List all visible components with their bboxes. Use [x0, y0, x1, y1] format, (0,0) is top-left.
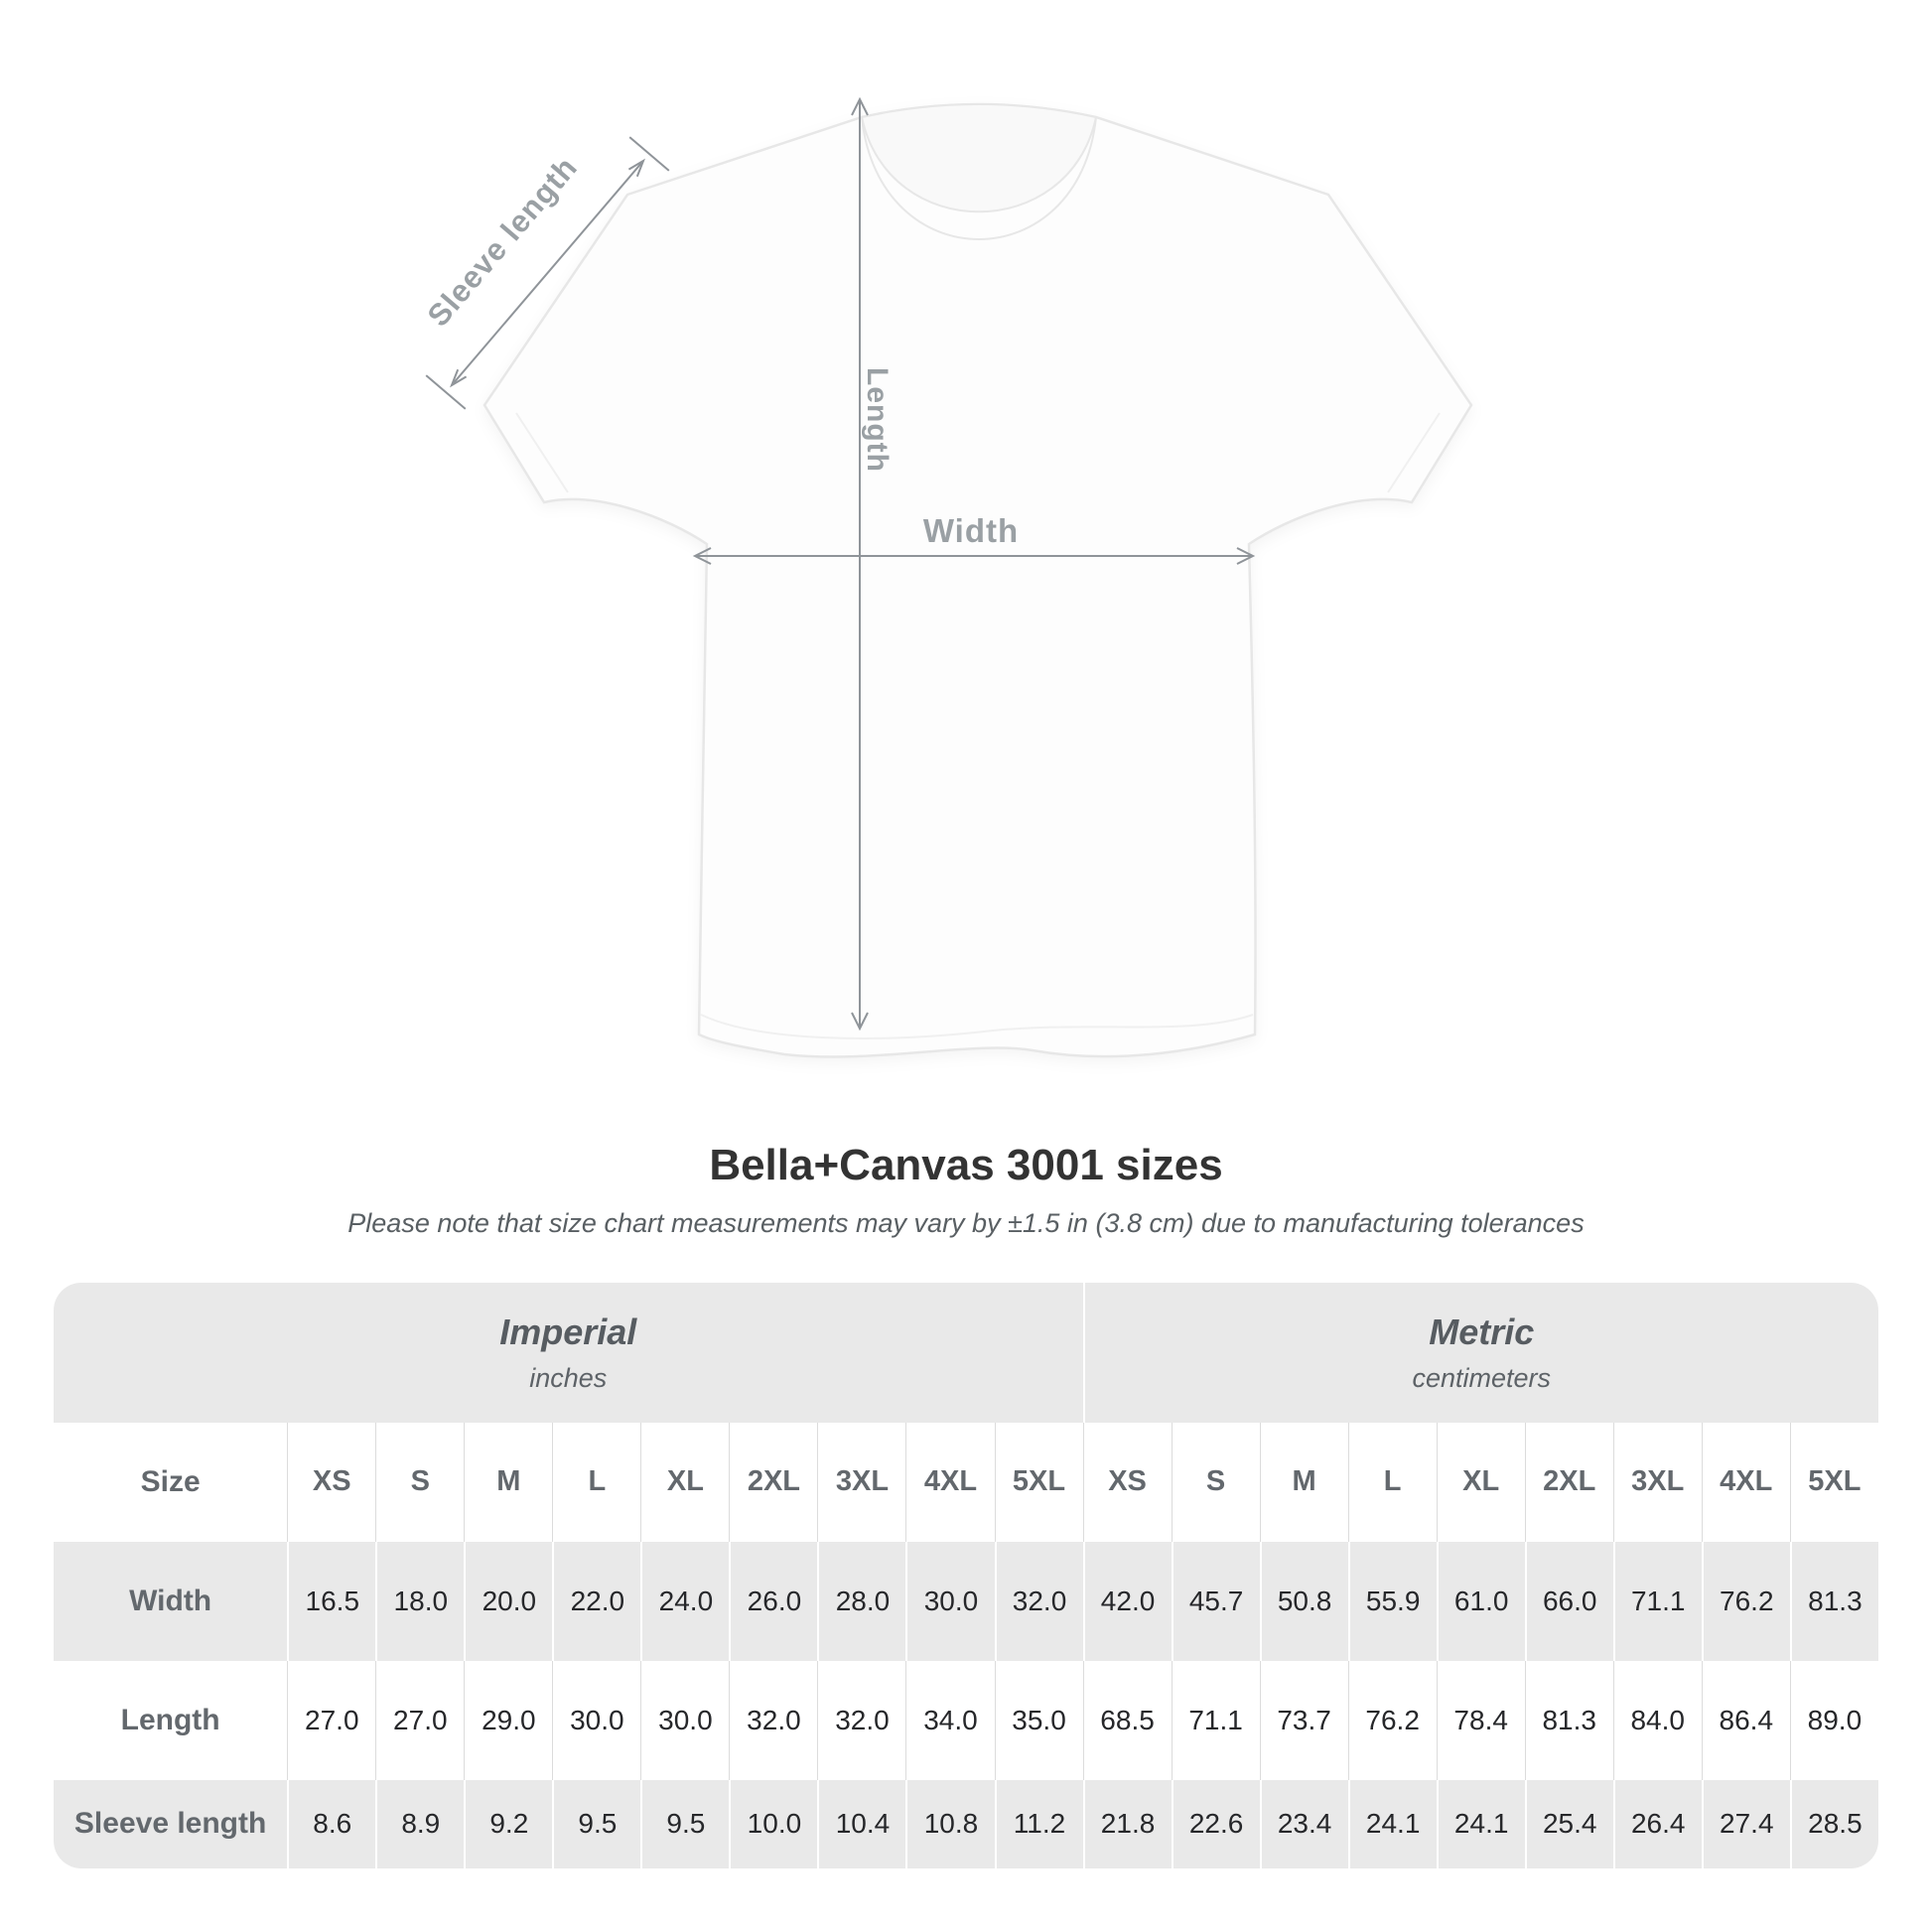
measurement-value: 34.0 [905, 1661, 994, 1780]
size-header-metric-xs: XS [1083, 1423, 1172, 1542]
measurement-value: 32.0 [817, 1661, 905, 1780]
measurement-value: 29.0 [464, 1661, 552, 1780]
measurement-value: 42.0 [1083, 1542, 1172, 1661]
row-label: Sleeve length [54, 1780, 287, 1868]
measurement-value: 25.4 [1525, 1780, 1613, 1868]
measurement-value: 8.6 [287, 1780, 375, 1868]
measurement-value: 9.5 [640, 1780, 729, 1868]
measurement-value: 9.5 [552, 1780, 640, 1868]
measurement-value: 78.4 [1437, 1661, 1525, 1780]
measurement-value: 35.0 [995, 1661, 1083, 1780]
size-header-metric-l: L [1348, 1423, 1437, 1542]
size-chart-table-container [54, 1283, 1878, 1868]
tshirt-outline [484, 104, 1471, 1056]
measurement-value: 18.0 [375, 1542, 464, 1661]
size-header-imperial-xl: XL [640, 1423, 729, 1542]
measurement-value: 8.9 [375, 1780, 464, 1868]
size-header-metric-3xl: 3XL [1613, 1423, 1702, 1542]
size-header-imperial-4xl: 4XL [905, 1423, 994, 1542]
measurement-value: 22.0 [552, 1542, 640, 1661]
tolerance-note: Please note that size chart measurements may vary by ±1.5 in (3.8 cm) due to manufacturing tolerances [347, 1207, 1585, 1238]
measurement-value: 22.6 [1172, 1780, 1260, 1868]
size-header-metric-2xl: 2XL [1525, 1423, 1613, 1542]
size-header-imperial-m: M [464, 1423, 552, 1542]
size-header-metric-4xl: 4XL [1702, 1423, 1790, 1542]
measurement-value: 71.1 [1172, 1661, 1260, 1780]
measurement-value: 84.0 [1613, 1661, 1702, 1780]
measurement-value: 21.8 [1083, 1780, 1172, 1868]
measurement-value: 81.3 [1525, 1661, 1613, 1780]
row-label: Length [54, 1661, 287, 1780]
measurement-value: 10.8 [905, 1780, 994, 1868]
size-chart-table [54, 1283, 1878, 1868]
imperial-name: Imperial [499, 1311, 637, 1352]
page-title: Bella+Canvas 3001 sizes [709, 1141, 1223, 1189]
measurement-value: 61.0 [1437, 1542, 1525, 1661]
measurement-value: 9.2 [464, 1780, 552, 1868]
size-header-imperial-3xl: 3XL [817, 1423, 905, 1542]
width-label: Width [922, 512, 1020, 549]
sleeve-length-label: Sleeve length [420, 149, 585, 334]
size-header-metric-5xl: 5XL [1790, 1423, 1878, 1542]
size-header-imperial-2xl: 2XL [729, 1423, 817, 1542]
measurement-value: 23.4 [1260, 1780, 1348, 1868]
measurement-value: 27.4 [1702, 1780, 1790, 1868]
measurement-value: 26.4 [1613, 1780, 1702, 1868]
measurement-value: 66.0 [1525, 1542, 1613, 1661]
measurement-value: 76.2 [1702, 1542, 1790, 1661]
measurement-value: 11.2 [995, 1780, 1083, 1868]
measurement-value: 86.4 [1702, 1661, 1790, 1780]
size-header-imperial-xs: XS [287, 1423, 375, 1542]
measurement-value: 45.7 [1172, 1542, 1260, 1661]
size-header-row [54, 1423, 1878, 1542]
imperial-unit: inches [529, 1362, 608, 1393]
measurement-value: 24.0 [640, 1542, 729, 1661]
measurement-value: 30.0 [905, 1542, 994, 1661]
measurement-value: 26.0 [729, 1542, 817, 1661]
measurement-value: 16.5 [287, 1542, 375, 1661]
measurement-value: 28.5 [1790, 1780, 1878, 1868]
measurement-value: 68.5 [1083, 1661, 1172, 1780]
measurement-value: 76.2 [1348, 1661, 1437, 1780]
measurement-value: 89.0 [1790, 1661, 1878, 1780]
measurement-row-length [54, 1661, 1878, 1780]
measurement-row-sleeve-length [54, 1780, 1878, 1868]
length-label: Length [861, 367, 894, 473]
size-header-metric-xl: XL [1437, 1423, 1525, 1542]
row-label: Width [54, 1542, 287, 1661]
imperial-header [54, 1283, 1083, 1423]
measurement-value: 10.4 [817, 1780, 905, 1868]
measurement-value: 32.0 [995, 1542, 1083, 1661]
measurement-row-width [54, 1542, 1878, 1661]
measurement-value: 71.1 [1613, 1542, 1702, 1661]
size-header-metric-m: M [1260, 1423, 1348, 1542]
measurement-value: 24.1 [1348, 1780, 1437, 1868]
measurement-value: 30.0 [640, 1661, 729, 1780]
measurement-value: 28.0 [817, 1542, 905, 1661]
size-corner-label: Size [54, 1423, 287, 1542]
metric-name: Metric [1429, 1311, 1535, 1352]
measurement-value: 73.7 [1260, 1661, 1348, 1780]
unit-header-row [54, 1283, 1878, 1423]
size-table-body [54, 1542, 1878, 1868]
metric-header [1083, 1283, 1878, 1423]
size-header-imperial-5xl: 5XL [995, 1423, 1083, 1542]
measurement-value: 27.0 [287, 1661, 375, 1780]
measurement-value: 20.0 [464, 1542, 552, 1661]
measurement-value: 32.0 [729, 1661, 817, 1780]
measurement-value: 30.0 [552, 1661, 640, 1780]
measurement-value: 27.0 [375, 1661, 464, 1780]
measurement-value: 10.0 [729, 1780, 817, 1868]
measurement-value: 50.8 [1260, 1542, 1348, 1661]
size-header-metric-s: S [1172, 1423, 1260, 1542]
size-header-imperial-s: S [375, 1423, 464, 1542]
measurement-value: 55.9 [1348, 1542, 1437, 1661]
metric-unit: centimeters [1412, 1362, 1552, 1393]
size-header-imperial-l: L [552, 1423, 640, 1542]
measurement-value: 81.3 [1790, 1542, 1878, 1661]
measurement-value: 24.1 [1437, 1780, 1525, 1868]
